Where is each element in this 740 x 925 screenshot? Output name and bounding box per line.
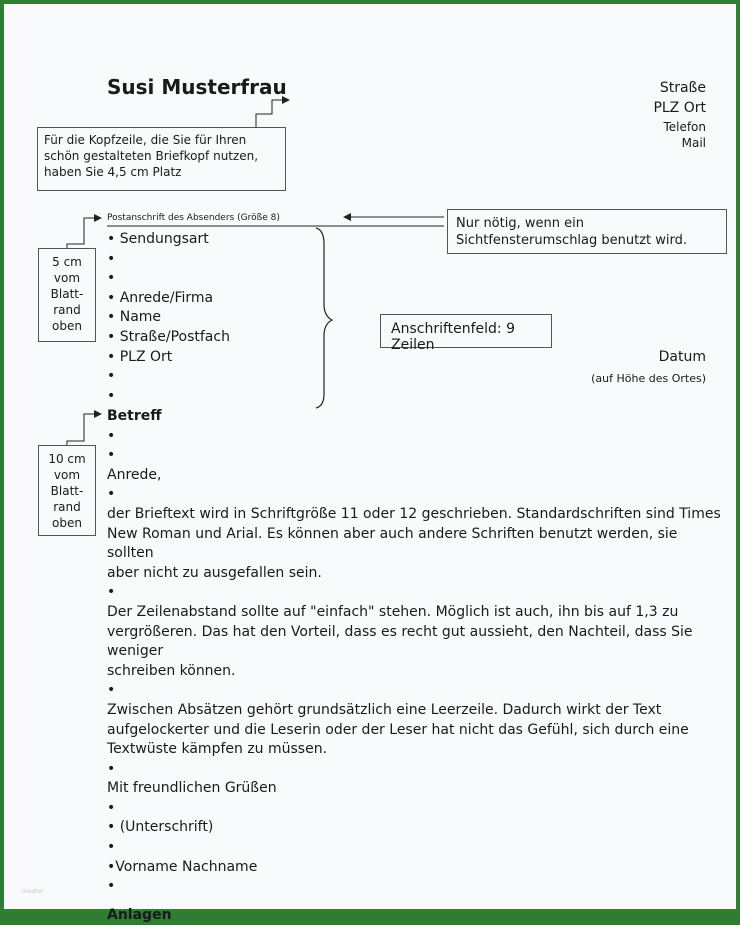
return-address: Postanschrift des Absenders (Größe 8): [107, 213, 280, 223]
signature-line: • (Unterschrift): [107, 818, 727, 838]
attachments-label: Anlagen: [107, 906, 172, 923]
header-note-text: Für die Kopfzeile, die Sie für Ihren schön gestalteten Briefkopf nutzen, haben Sie 4,5 cm Platz: [44, 133, 259, 179]
salutation: Anrede,: [107, 466, 162, 483]
address-field-label: Anschriftenfeld: 9 Zeilen: [391, 321, 516, 353]
annotation-lines: [4, 4, 740, 917]
date-label: Datum: [658, 349, 706, 365]
address-line: • Name: [107, 308, 230, 328]
subject-label: Betreff: [107, 408, 162, 424]
full-name-line: • Vorname Nachname: [107, 858, 727, 878]
paragraph-line: Textwüste kämpfen zu müssen.: [107, 741, 328, 758]
closing: Mit freundlichen Grüßen: [107, 780, 277, 797]
address-margin-connector: [67, 218, 101, 248]
sender-mail: Mail: [681, 136, 706, 150]
address-line: • PLZ Ort: [107, 348, 230, 368]
sender-street: Straße: [659, 80, 706, 96]
subject-margin-connector: [67, 414, 101, 445]
window-note-text: Nur nötig, wenn ein Sichtfensterumschlag benutzt wird.: [456, 216, 688, 248]
date-note: (auf Höhe des Ortes): [591, 372, 706, 385]
paragraph-line: Zwischen Absätzen gehört grundsätzlich eine Leerzeile. Dadurch wirkt der Text: [107, 701, 662, 718]
paragraph-line: der Brieftext wird in Schriftgröße 11 oder 12 geschrieben. Standardschriften sind Times: [107, 505, 721, 522]
address-brace: [316, 228, 332, 408]
paragraph-line: vergrößeren. Das hat den Vorteil, dass es recht gut aussieht, den Nachteil, dass Sie weniger: [107, 623, 693, 660]
paragraph-line: aber nicht zu ausgefallen sein.: [107, 564, 322, 581]
paragraph-line: Der Zeilenabstand sollte auf "einfach" stehen. Möglich ist auch, ihn bis auf 1,3 zu: [107, 603, 679, 620]
sender-city: PLZ Ort: [653, 100, 706, 116]
address-line: • Straße/Postfach: [107, 328, 230, 348]
address-margin-note-text: 5 cm vom Blatt-rand oben: [50, 255, 84, 333]
paragraph-line: schreiben können.: [107, 662, 236, 679]
address-line: • Anrede/Firma: [107, 289, 230, 309]
sender-name: Susi Musterfrau: [107, 75, 287, 99]
subject-margin-note-text: 10 cm vom Blatt-rand oben: [48, 452, 86, 530]
header-note-connector: [256, 100, 289, 127]
address-line: • Sendungsart: [107, 230, 230, 250]
watermark: muster: [22, 888, 44, 895]
paragraph-line: New Roman und Arial. Es können aber auch andere Schriften benutzt werden, sie sollten: [107, 525, 678, 562]
paragraph-line: aufgelockerter und die Leserin oder der Leser hat nicht das Gefühl, sich durch eine: [107, 721, 689, 738]
sender-phone: Telefon: [663, 120, 706, 134]
